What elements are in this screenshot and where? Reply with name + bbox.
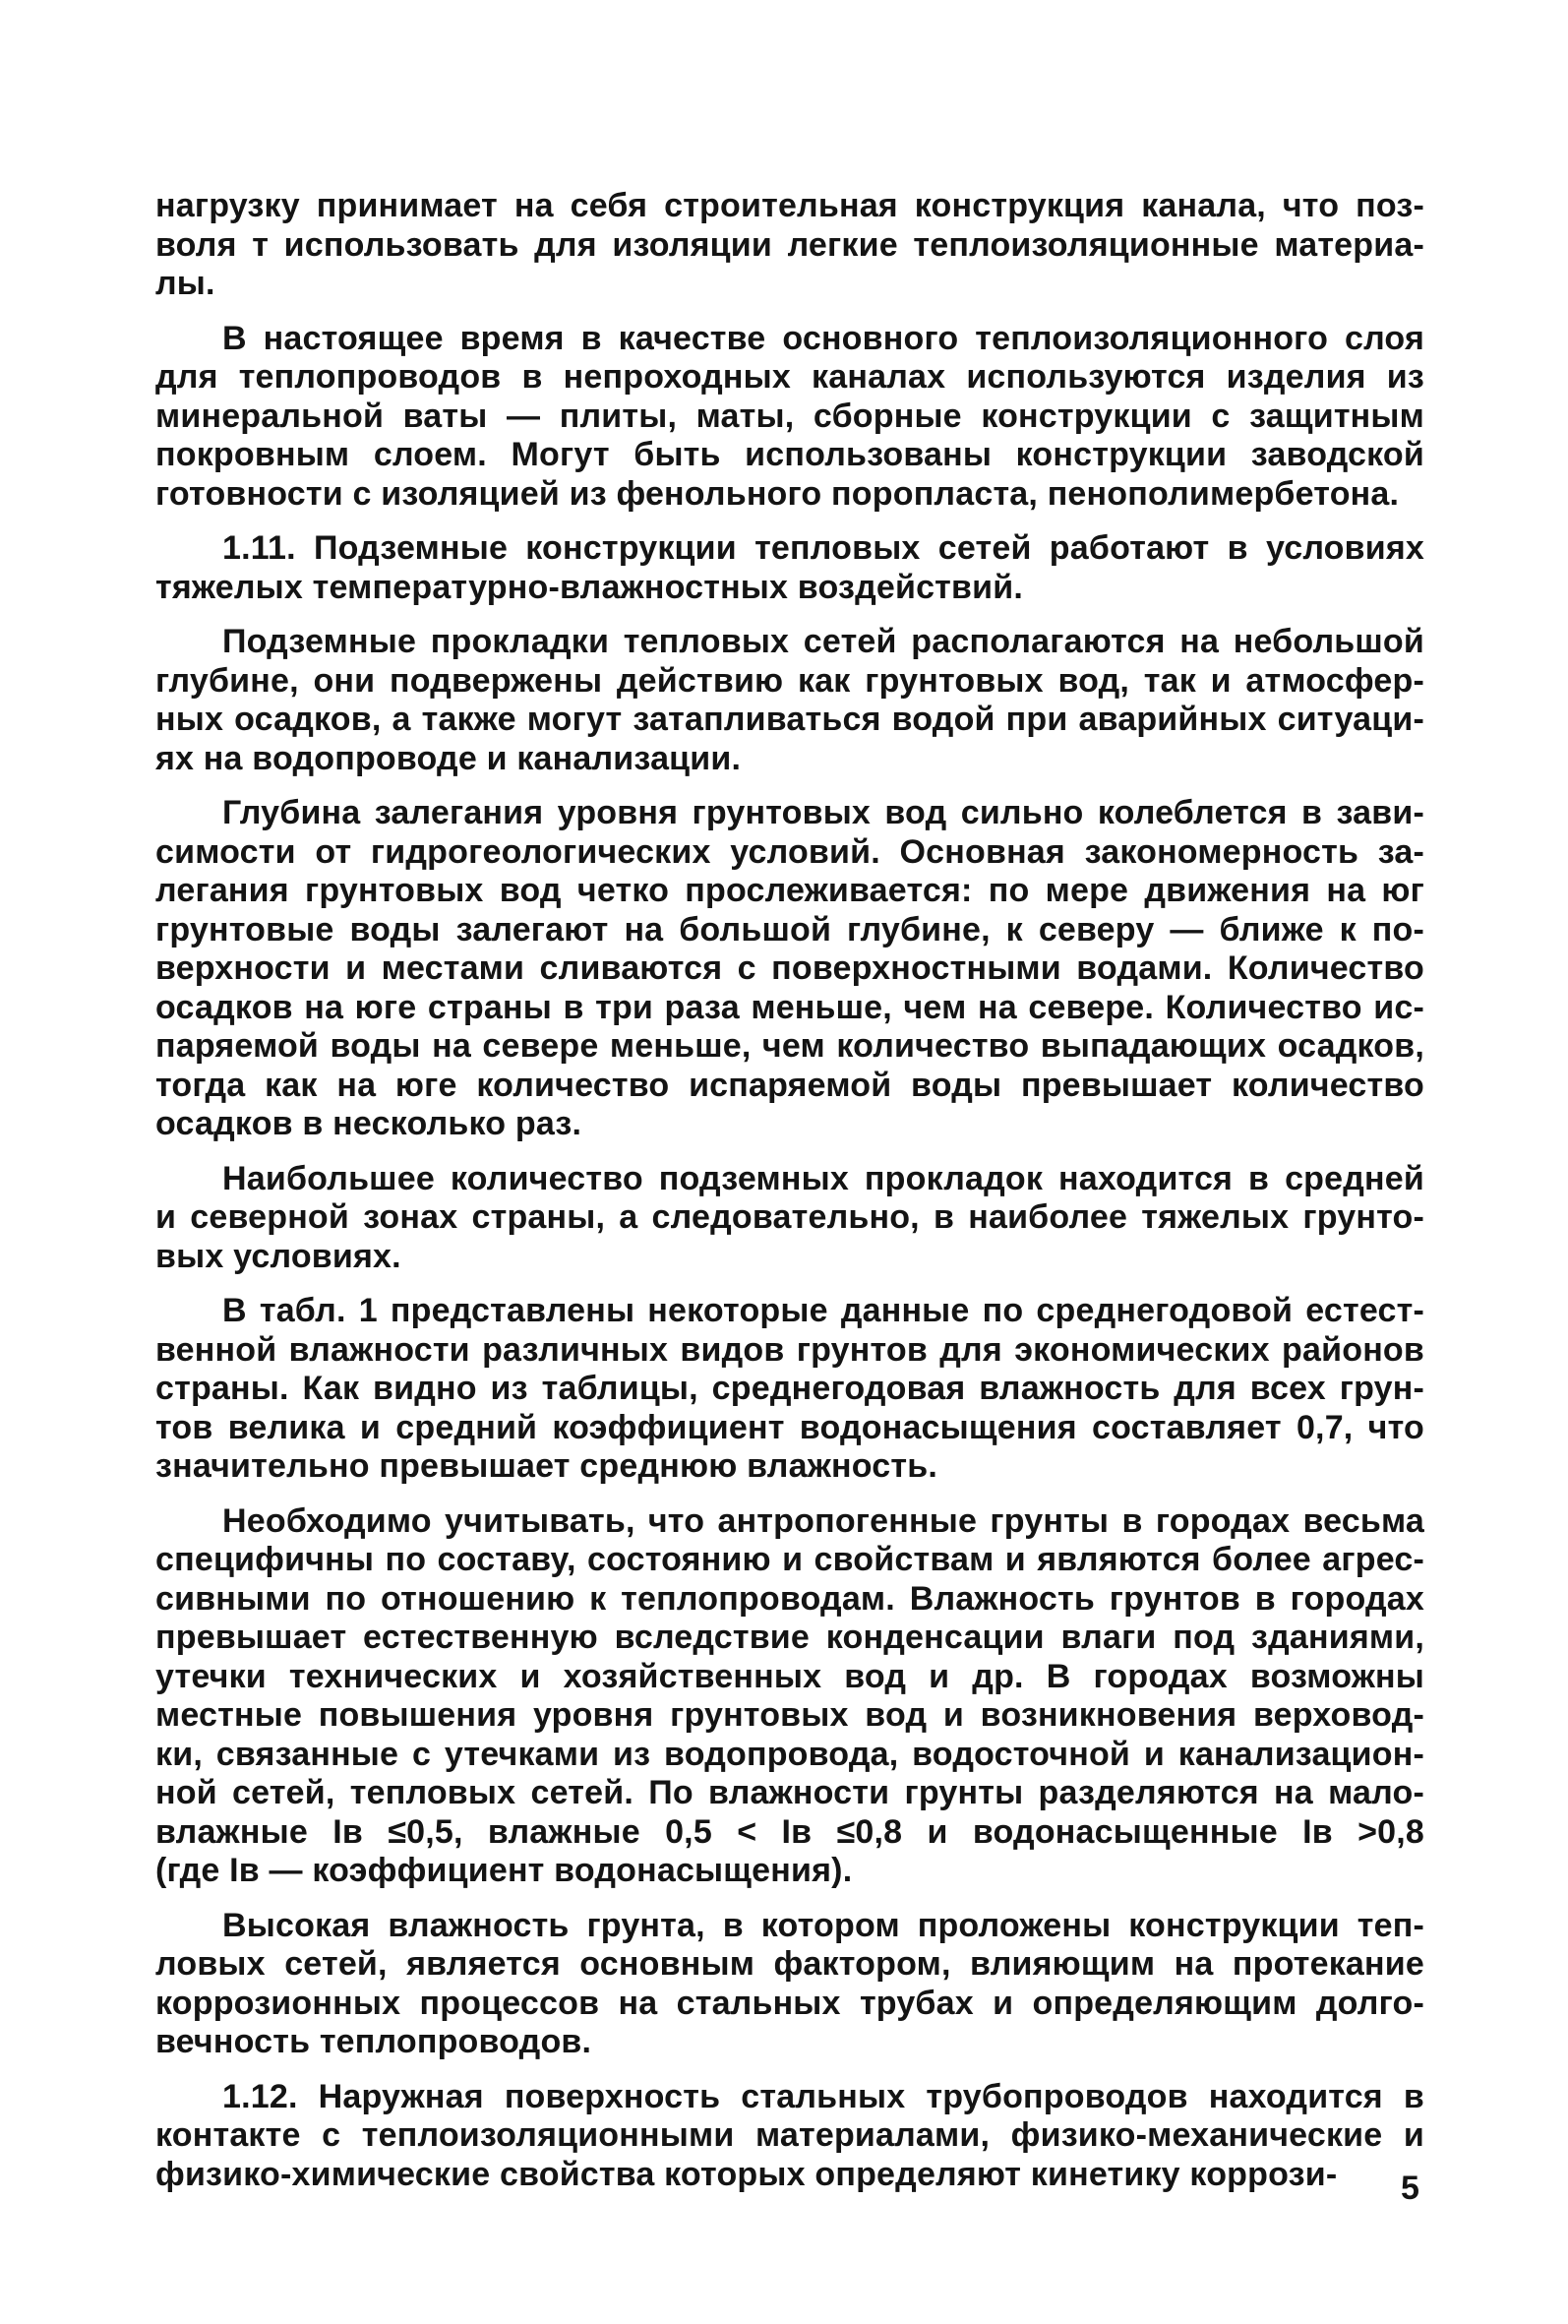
text-line: покровным слоем. Могут быть использованы конструкции заводской [155,436,1424,473]
text-line: тогда как на юге количество испаряемой воды превышает количество [155,1066,1424,1104]
text-line: Высокая влажность грунта, в котором проложены конструкции теп- [222,1906,1424,1944]
paragraph [155,2078,1424,2195]
text-line: влажные Iв ≤0,5, влажные 0,5 < Iв ≤0,8 и водонасыщенные Iв >0,8 [155,1812,1424,1851]
text-line: осадков на юге страны в три раза меньше, чем на севере. Количество ис- [155,988,1424,1026]
text-line: Глубина залегания уровня грунтовых вод сильно колеблется в зави- [222,794,1424,831]
text-line: вечность теплопроводов. [155,2023,592,2060]
paragraph [155,1160,1424,1277]
text-line: утечки технических и хозяйственных вод и др. В городах возможны [155,1657,1424,1695]
text-line: ловых сетей, является основным фактором, влияющим на протекание [155,1945,1424,1983]
text-line: вых условиях. [155,1237,401,1275]
paragraph [155,529,1424,607]
text-line: значительно превышает среднюю влажность. [155,1447,937,1485]
text-line: контакте с теплоизоляционными материалами, физико-механические и [155,2116,1424,2154]
paragraph [155,1502,1424,1891]
paragraph [155,1907,1424,2062]
text-line: глубине, они подвержены действию как грунтовых вод, так и атмосфер- [155,661,1424,700]
text-line: В табл. 1 представлены некоторые данные по среднегодовой естест- [222,1292,1424,1329]
text-line: легания грунтовых вод четко прослеживается: по мере движения на юг [155,872,1424,909]
text-line: специфичны по составу, состоянию и свойствам и являются более агрес- [155,1541,1424,1578]
text-line: готовности с изоляцией из фенольного поропласта, пенополимербетона. [155,474,1400,513]
text-line: паряемой воды на севере меньше, чем количество выпадающих осадков, [155,1027,1424,1065]
text-line: минеральной ваты — плиты, маты, сборные конструкции с защитным [155,397,1424,435]
text-line: тов велика и средний коэффициент водонасыщения составляет 0,7, что [155,1408,1424,1446]
text-line: осадков в несколько раз. [155,1105,582,1142]
text-line: ных осадков, а также могут затапливаться водой при аварийных ситуаци- [155,701,1424,738]
text-line: (где Iв — коэффициент водонасыщения). [155,1852,853,1889]
text-line: воля т использовать для изоляции легкие теплоизоляционные материа- [155,225,1424,264]
text-line: ях на водопроводе и канализации. [155,739,742,777]
body-text [155,187,1424,2194]
paragraph [155,794,1424,1144]
text-line: страны. Как видно из таблицы, среднегодовая влажность для всех грун- [155,1370,1424,1407]
text-line: венной влажности различных видов грунтов для экономических районов [155,1330,1424,1369]
text-line: нагрузку принимает на себя строительная конструкция канала, что поз- [155,187,1424,224]
text-line: ной сетей, тепловых сетей. По влажности грунты разделяются на мало- [155,1774,1424,1811]
text-line: лы. [155,265,215,302]
text-line: Подземные прокладки тепловых сетей располагаются на небольшой [222,623,1424,660]
text-line: тяжелых температурно-влажностных воздействий. [155,568,1023,606]
paragraph [155,623,1424,778]
text-line: верхности и местами сливаются с поверхностными водами. Количество [155,949,1424,987]
text-line: Необходимо учитывать, что антропогенные грунты в городах весьма [222,1501,1424,1540]
paragraph [155,320,1424,515]
text-line: симости от гидрогеологических условий. Основная закономерность за- [155,832,1424,871]
text-line: коррозионных процессов на стальных трубах и определяющим долго- [155,1984,1424,2022]
text-line: физико-химические свойства которых определяют кинетику коррози- [155,2155,1338,2193]
text-line: превышает естественную вследствие конденсации влаги под зданиями, [155,1619,1424,1656]
paragraph [155,187,1424,304]
text-line: ки, связанные с утечками из водопровода, водосточной и канализацион- [155,1735,1424,1773]
text-line: грунтовые воды залегают на большой глубине, к северу — ближе к по- [155,910,1424,948]
text-line: 1.11. Подземные конструкции тепловых сетей работают в условиях [222,529,1424,567]
page-number: 5 [1401,2170,1419,2207]
text-line: Наибольшее количество подземных прокладок находится в средней [222,1159,1424,1197]
text-line: местные повышения уровня грунтовых вод и возникновения верховод- [155,1696,1424,1734]
text-line: 1.12. Наружная поверхность стальных трубопроводов находится в [222,2077,1424,2115]
text-line: для теплопроводов в непроходных каналах используются изделия из [155,358,1424,396]
text-line: и северной зонах страны, а следовательно, в наиболее тяжелых грунто- [155,1198,1424,1236]
paragraph [155,1292,1424,1487]
text-line: сивными по отношению к теплопроводам. Влажность грунтов в городах [155,1579,1424,1618]
text-line: В настоящее время в качестве основного теплоизоляционного слоя [222,319,1424,357]
